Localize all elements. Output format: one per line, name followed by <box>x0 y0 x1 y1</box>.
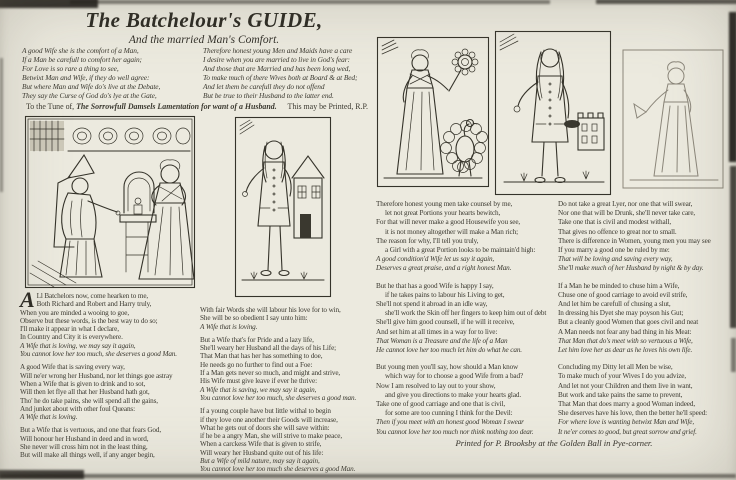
verse-line: Take one of good carriage and one that is civil, <box>376 400 506 409</box>
verse-line: A good Wife that is saving every way, <box>20 363 125 372</box>
verse-line: For where love is wanting betwixt Man and Wife, <box>558 418 695 427</box>
verse-line: You cannot love her too much she deserves a good Man. <box>200 465 356 474</box>
verse-column-1 <box>20 287 200 465</box>
verse-line: What he gets out of doors she will save within: <box>200 423 330 432</box>
woodcut-man-in-long-coat <box>494 30 612 196</box>
verse-line: When you are minded a wooing to goe, <box>20 308 130 317</box>
verse-line: You cannot love her too much, she deserves a good man. <box>200 393 357 402</box>
verse-line: a Girl with a great Portion looks to be maintain'd high: <box>385 246 536 255</box>
verse-line: When a carckess Wife that is given to strife, <box>200 440 322 449</box>
verse-line: He cannot love her too much let him do what he can. <box>376 346 522 355</box>
scan-artifact-bottom-edge <box>0 474 736 478</box>
verse-line: A Wife that is loving. <box>200 322 258 331</box>
intro-line: For Love is so rare a thing to see, <box>22 63 119 73</box>
stanza <box>376 282 554 356</box>
intro-line: They say the Curse of God do's lye at the Gate, <box>22 90 157 100</box>
verse-line: And let not your Children and them live in want, <box>558 381 693 390</box>
verse-line: if they love one another their Goods will increase, <box>200 415 338 424</box>
verse-line: Tho' he do take pains, she will spend all the gains, <box>20 396 158 405</box>
verse-line: Both Richard and Robert and Harry truly, <box>36 300 152 309</box>
intro-right-column <box>203 47 372 100</box>
verse-line: That Man that does marry a good Woman indeed, <box>558 400 696 409</box>
stanza <box>200 306 376 331</box>
intro-line: And those that are Married and has been long wed, <box>203 63 351 73</box>
verse-line: I'll make it appear in what I declare, <box>20 325 119 334</box>
intro-verses <box>22 47 372 100</box>
verse-line: Observe but these words, is the best way to do so; <box>20 316 158 325</box>
verse-line: That Man that has her has something to doe, <box>200 352 323 361</box>
verse-line: But will make all things well, if any anger begin, <box>20 451 155 460</box>
stanza <box>20 426 200 459</box>
verse-line: If a Man he be minded to chuse him a Wife, <box>558 281 680 290</box>
verse-line: You cannot love her too much nor think nothing too dear. <box>376 427 534 436</box>
verse-line: Then if you meet with an honest good Woman I swear <box>376 418 524 427</box>
stanza <box>200 407 376 473</box>
intro-line: But where Man and Wife do's live at the Debate, <box>22 81 161 91</box>
verse-line: Now I am resolved to lay out to your show, <box>376 381 496 390</box>
stanza <box>20 287 200 359</box>
verse-line: She'll give him good counsell, if he will it receive, <box>376 318 515 327</box>
tune-line <box>26 102 368 111</box>
verse-line: She'll not spend it abroad in an idle way, <box>376 300 488 309</box>
verse-line: Therefore honest young men take counsel by me, <box>376 200 513 208</box>
verse-line: It ne'er comes to good, but great sorrow and grief. <box>558 427 697 436</box>
verse-line: Will ne'er wrong her Husband, nor let things goe astray <box>20 371 173 380</box>
stanza <box>376 363 554 437</box>
page-title: The Batchelour's GUIDE, <box>85 8 323 32</box>
intro-line: I desire when you are married to live in God's fear: <box>203 54 350 64</box>
intro-line: But be true to their Husband to the latter end. <box>203 90 334 100</box>
verse-line: A Man needs not fear any bad thing in his Meat: <box>558 327 692 336</box>
verse-line: The reason for why, I'll tell you truly, <box>376 236 479 245</box>
verse-line: In dressing his Dyet she may poyson his Gut; <box>558 309 684 318</box>
verse-line: Chuse one of good carriage to avoid evil strife, <box>558 290 688 299</box>
verse-line: Nor one that will be Drunk, she'll never take care, <box>558 209 696 218</box>
verse-line: But work and take pains the same to prevent, <box>558 390 683 399</box>
verse-column-2 <box>200 306 376 479</box>
verse-line: That Man that do's meet with so vertuous a Wife, <box>558 336 693 345</box>
verse-line: But he that has a good Wife is happy I say, <box>376 281 494 290</box>
verse-line: His Wife must give leave if ever he thrive: <box>200 377 317 386</box>
intro-line: If a Man be carefull to comfort her again; <box>22 54 142 64</box>
scan-artifact-right-streak-2 <box>730 166 736 328</box>
verse-line: She'll weary her Husband all the days of his Life; <box>200 344 337 353</box>
verse-column-4 <box>558 200 734 445</box>
verse-line: Concluding my Ditty let all Men be wise, <box>558 363 673 372</box>
verse-line: And let him be carefull of chusing a slut, <box>558 300 671 309</box>
verse-line: You cannot love her too much, she deserves a good Man. <box>20 350 177 359</box>
scan-artifact-top-edge <box>70 0 550 4</box>
verse-line: But young men you'll say, how should a Man know <box>376 363 519 372</box>
verse-line: A good condition'd Wife let us say it again, <box>376 255 495 264</box>
header <box>36 8 372 46</box>
verse-line: A Wife that is loving, we may say it again, <box>20 341 136 350</box>
verse-line: That gives no offence to great nor to small. <box>558 227 677 236</box>
verse-line: But a Wife that is vertuous, and one that fears God, <box>20 426 162 435</box>
verse-line: for some are too cunning I think for the Devil: <box>385 409 513 418</box>
verse-line: A Ll Batchelors now, come hearken to me, <box>20 287 149 312</box>
verse-line: There is difference in Women, young men you may see <box>558 236 711 245</box>
verse-line: and give you directions to make your hearts glad. <box>385 390 522 399</box>
intro-line: To make much of there Wives both at Board & at Bed; <box>203 72 358 82</box>
woodcut-woman-with-sunflower-and-peacock <box>376 36 490 188</box>
woodcut-couple-at-table <box>24 115 196 291</box>
verse-line: She'll make much of her Husband by night & by day. <box>558 264 704 273</box>
intro-line: Betwixt Man and Wife, if they do well agree: <box>22 72 150 82</box>
intro-left-column <box>22 47 191 100</box>
verse-line: In Country and City it is everywhere. <box>20 333 123 342</box>
license-note: This may be Printed, R.P. <box>287 102 368 111</box>
page-subtitle: And the married Man's Comfort. <box>128 34 280 46</box>
stanza <box>20 363 200 421</box>
verse-line: Deserves a great praise, and a right honest Man. <box>376 264 512 273</box>
verse-line: But a cleanly good Women that goes civil and neat <box>558 318 699 327</box>
imprint: Printed for P. Brooksby at the Golden Ball in Pye-corner. <box>455 438 653 448</box>
verse-line: She never will cross him not in the least thing, <box>20 443 148 452</box>
verse-line: He needs go no further to find out a Foe: <box>200 360 313 369</box>
verse-line: That Woman is a Treasure and the life of a Man <box>376 336 508 345</box>
verse-line: If a young couple have but little withal to begin <box>200 407 331 416</box>
verse-line: Do not take a great Lyer, nor one that will swear, <box>558 200 693 208</box>
woodcut-faint-woman <box>620 44 728 194</box>
scan-artifact-bottom-left <box>0 470 84 479</box>
stanza <box>558 200 734 274</box>
verse-line: If you marry a good one be ruled by me: <box>558 246 670 255</box>
verse-line: if he takes pains to labour his Living to get, <box>385 290 505 299</box>
intro-line: Therefore honest young Men and Maids have a care <box>203 46 353 55</box>
verse-line: which way for to choose a good Wife from a bad? <box>385 372 524 381</box>
scan-artifact-left-edge <box>0 58 3 192</box>
verse-line: She deserves have his love, then the better he'll speed: <box>558 409 708 418</box>
stanza <box>558 282 734 356</box>
verse-line: But a Wife of mild nature, may say it again, <box>200 457 320 466</box>
scan-artifact-top-right <box>596 0 736 4</box>
woodcut-man-by-house <box>234 116 332 298</box>
verse-line: it is not money altogether will make a Man rich; <box>385 227 518 236</box>
verse-line: Take one that is civil and modest withall, <box>558 218 672 227</box>
verse-line: With fair Words she will labour his love for to win, <box>200 306 341 314</box>
verse-line: Let him love her as dear as he loves his own life. <box>558 346 693 355</box>
tune-title: The Sorrowfull Damsels Lamentation for want of a Husband. <box>76 102 277 111</box>
verse-line: And set him at all times in a way for to live: <box>376 327 498 336</box>
verse-line: if he be a angry Man, she will strive to make peace, <box>200 432 343 441</box>
verse-line: To make much of your Wives I do you advize, <box>558 372 687 381</box>
verse-line: For that will never make a good Housewife you see, <box>376 218 521 227</box>
verse-line: A Wife that is saving, we may say it again, <box>200 385 317 394</box>
verse-column-3 <box>376 200 554 445</box>
verse-line: let not great Portions your hearts bewitch, <box>385 209 501 218</box>
scan-artifact-right-streak-3 <box>731 338 736 372</box>
verse-line: Will weary her Husband quite out of his life: <box>200 448 324 457</box>
verse-line: If a Man gets never so much, and might and strive, <box>200 369 341 378</box>
stanza <box>376 200 554 274</box>
verse-line: When a Wife that is given to drink and to sot, <box>20 379 146 388</box>
verse-line: she'll work the Skin off her fingers to keep him out of debt <box>385 309 547 318</box>
verse-line: She will be so obedient I say unto him: <box>200 314 308 323</box>
verse-line: And junket about with other foul Queans: <box>20 404 135 413</box>
verse-line: Will honour her Husband in deed and in word, <box>20 434 149 443</box>
tune-text <box>26 102 277 111</box>
drop-cap: A <box>20 287 35 312</box>
verse-line: That will be loving and saving every way, <box>558 255 673 264</box>
intro-line: And let them be carefull they do not offend <box>203 81 325 91</box>
intro-line: A good Wife she is the comfort of a Man, <box>22 46 139 55</box>
stanza <box>558 363 734 437</box>
tune-prefix: To the Tune of, <box>26 102 75 111</box>
stanza <box>200 336 376 402</box>
scan-artifact-right-streak <box>729 12 736 162</box>
verse-line: A Wife that is loving. <box>20 413 78 422</box>
verse-line: But a Wife that's for Pride and a lazy life, <box>200 335 314 344</box>
verse-line: Will then let flye all that her Husband hath got, <box>20 388 150 397</box>
